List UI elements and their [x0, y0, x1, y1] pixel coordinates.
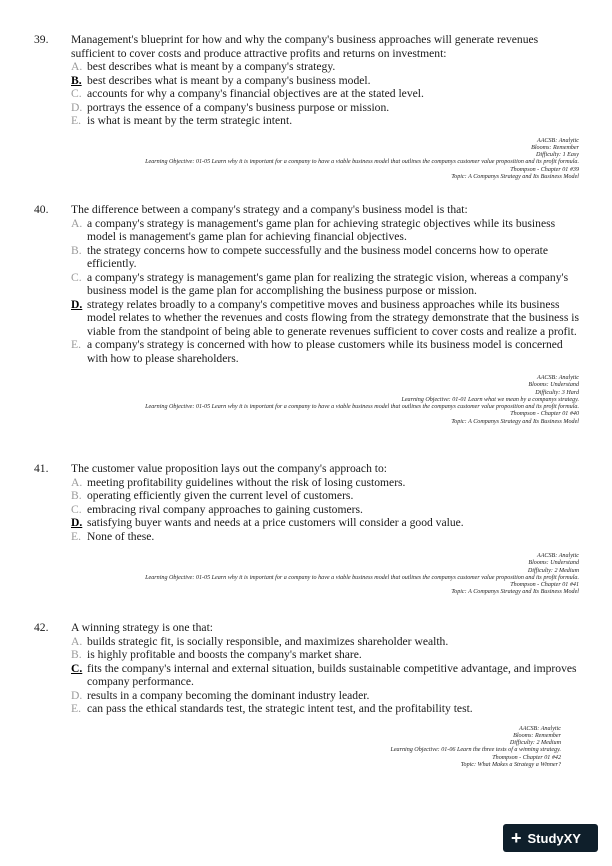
question-41 [34, 462, 579, 597]
option-c: C. embracing rival company approaches to gaining customers. [71, 502, 363, 516]
question-stem: The difference between a company's strategy and a company's business model is that: [71, 203, 468, 216]
option-e: E. None of these. [71, 529, 155, 543]
options-list [71, 60, 579, 128]
question-40 [34, 203, 579, 426]
question-number: 41. [34, 462, 49, 475]
option-d-correct: D. strategy relates broadly to a company's competitive moves and business approaches while its business model relates to whether the revenues and costs flowing from the strategy demonstrate that the business is viable from the standpoint of being able to generate revenues sufficient to cover costs and realize a profit. [71, 297, 579, 338]
question-stem: A winning strategy is one that: [71, 621, 214, 634]
question-metadata: AACSB: Analytic Blooms: Understand Difficulty: 3 Hard Learning Objective: 01-01 Learn what we mean by a companys strategy. Learning Objective: 01-05 Learn why it is important for a company to have a viable business model that outlines the companys customer value proposition and its profit formula. Thompson - Chapter 01 #40 Topic: A Companys Strategy and Its Business Model [145, 375, 579, 425]
option-c-correct: C. fits the company's internal and external situation, builds sustainable competitive advantage, and improves company performance. [71, 661, 577, 688]
question-metadata: AACSB: Analytic Blooms: Understand Difficulty: 2 Medium Learning Objective: 01-05 Learn why it is important for a company to have a viable business model that outlines the companys customer value proposition and its profit formula. Thompson - Chapter 01 #41 Topic: A Companys Strategy and Its Business Model [145, 553, 579, 596]
question-number: 40. [34, 203, 49, 216]
option-b: B. is highly profitable and boosts the company's market share. [71, 648, 362, 661]
option-a: A. meeting profitability guidelines without the risk of losing customers. [71, 475, 406, 489]
question-number: 39. [34, 33, 49, 46]
question-stem: Management's blueprint for how and why the company's business approaches will generate revenues sufficient to cover costs and produce attractive profits and returns on investment: [71, 33, 539, 60]
question-metadata: AACSB: Analytic Blooms: Remember Difficulty: 2 Medium Learning Objective: 01-06 Learn the three tests of a winning strategy. Thompson - Chapter 01 #42 Topic: What Makes a Strategy a Winner? [390, 725, 561, 768]
option-b: B. the strategy concerns how to compete successfully and the business model concerns how to operate efficiently. [71, 243, 549, 270]
option-d: D. results in a company becoming the dominant industry leader. [71, 688, 370, 702]
question-stem: The customer value proposition lays out the company's approach to: [71, 462, 388, 475]
logo-text: StudyXY [527, 830, 581, 846]
option-e: E. is what is meant by the term strategic intent. [71, 114, 293, 127]
option-a: A. a company's strategy is management's game plan for achieving strategic objectives while its business model is management's game plan for achieving financial objectives. [71, 216, 556, 243]
option-b-correct: B. best describes what is meant by a company's business model. [71, 73, 371, 87]
option-e: E. can pass the ethical standards test, the strategic intent test, and the profitability test. [71, 702, 473, 715]
option-d-correct: D. satisfying buyer wants and needs at a price customers will consider a good value. [71, 516, 464, 529]
option-c: C. a company's strategy is management's game plan for realizing the strategic vision, whereas a company's business model is the game plan for accomplishing the business purpose or mission. [71, 270, 569, 297]
option-a: A. best describes what is meant by a company's strategy. [71, 60, 336, 73]
option-e: E. a company's strategy is concerned with how to please customers while its business model is concerned with how to please shareholders. [71, 338, 563, 365]
question-metadata: AACSB: Analytic Blooms: Remember Difficulty: 1 Easy Learning Objective: 01-05 Learn why it is important for a company to have a viable business model that outlines the companys customer value proposition and its profit formula. Thompson - Chapter 01 #39 Topic: A Companys Strategy and Its Business Model [145, 137, 579, 180]
options-list [71, 635, 579, 716]
plus-icon: + [511, 828, 522, 848]
question-42 [34, 621, 579, 769]
question-number: 42. [34, 621, 49, 634]
option-b: B. operating efficiently given the current level of customers. [71, 489, 354, 502]
question-39 [34, 33, 579, 181]
option-a: A. builds strategic fit, is socially responsible, and maximizes shareholder wealth. [71, 634, 449, 648]
studyxy-logo[interactable] [503, 824, 598, 852]
options-list [71, 476, 579, 544]
option-c: C. accounts for why a company's financial objectives are at the stated level. [71, 87, 424, 100]
options-list [71, 217, 579, 366]
option-d: D. portrays the essence of a company's business purpose or mission. [71, 100, 390, 114]
